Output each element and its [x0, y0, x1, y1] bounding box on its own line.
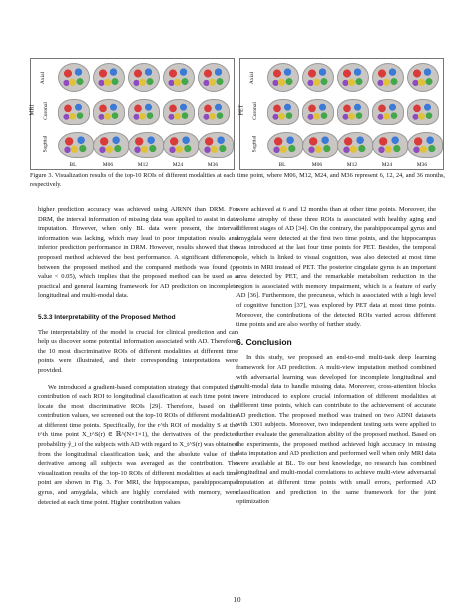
- right-column: [236, 205, 436, 507]
- paragraph: The interpretability of the model is crucial for clinical prediction and can help us discover some potential information associated with AD. Therefore, the 10 most discriminative ROIs of different modalities at different time points were illustrated, and their corresponding interpretations were provided.: [38, 328, 238, 374]
- brain-roi-image: [128, 99, 160, 125]
- brain-roi-image: [93, 99, 125, 125]
- brain-roi-image: [267, 99, 299, 125]
- brain-roi-image: [93, 132, 129, 158]
- view-label: Coronal: [42, 102, 49, 120]
- subsection-title: 5.3.3 Interpretability of the Proposed Method: [38, 313, 176, 321]
- figure-3: [30, 58, 445, 168]
- brain-roi-image: [163, 132, 199, 158]
- brain-roi-image: [93, 63, 125, 92]
- timepoint-label: M12: [137, 162, 149, 168]
- brain-roi-image: [372, 99, 404, 125]
- timepoint-label: M06: [102, 162, 114, 168]
- brain-roi-image: [128, 63, 160, 92]
- timepoint-label: M24: [172, 162, 184, 168]
- brain-roi-image: [337, 63, 369, 92]
- view-label: Coronal: [251, 102, 258, 120]
- brain-roi-image: [267, 132, 303, 158]
- page-number: 10: [233, 596, 241, 604]
- brain-roi-image: [372, 132, 408, 158]
- section-title: 6. Conclusion: [236, 336, 292, 347]
- modality-label: MRI: [29, 104, 36, 116]
- brain-roi-image: [337, 132, 373, 158]
- paragraph: We introduced a gradient-based computation strategy that computed the contribution of each ROI to longitudinal classification at each time point to locate the most discriminative ROIs [29]. Therefore, based on the contribution values, we screened out the top-10 ROIs of different modalities at different time points. Specifically, for the r^th ROI of modality S at the t^th time point X_t^S(r) ∈ ℝ^(N×1×1), the derivatives of the predicted probability ŷ_i of the subjects with AD with regard to X_t^S(r) was obtained from the longitudinal classification task, and the absolute value of the derivative among all subjects was averaged as the contribution. The visualization results of the top-10 ROIs of different modalities at each time point are shown in Fig. 3. For MRI, the hippocampus, parahippocampal gyrus, and amygdala, which are highly correlated with memory, were detected at each time point. Higher contribution values: [38, 383, 238, 506]
- modality-label: PET: [238, 104, 245, 116]
- paragraph: higher prediction accuracy was achieved using AJRNN than DRM. For DRM, the interval information of missing data was applied to assist in data imputation. However, when only BL data were present, the interval information was lacking, which may lead to poor imputation results and inferior prediction performance in DRM. However, results showed that the proposed method achieved the best performance. A significant difference between the proposed method and the compared methods was found (p-value < 0.05), which implies that the proposed method can be used as a practical and general learning framework for AD prediction on incomplete longitudinal and multi-modal data.: [38, 206, 238, 300]
- brain-roi-image: [58, 132, 94, 158]
- timepoint-label: M24: [381, 162, 393, 168]
- view-label: Axial: [249, 71, 256, 85]
- timepoint-label: BL: [278, 162, 286, 168]
- timepoint-label: M12: [346, 162, 358, 168]
- brain-roi-image: [163, 63, 195, 92]
- pet-panel: [239, 58, 444, 170]
- brain-roi-image: [302, 99, 334, 125]
- mri-panel: [30, 58, 235, 170]
- paragraph: In this study, we proposed an end-to-end multi-task deep learning framework for AD prediction. A multi-view imputation method combined with adversarial learning was developed for incomplete longitudinal and multi-modal data to handle missing data. Moreover, cross-attention blocks were introduced to explore crucial information of different modalities at different time points, which can contribute to the achievement of accurate AD prediction. The proposed method was trained on two ADNI datasets with 1301 subjects. Moreover, two independent testing sets were applied to further evaluate the generalization ability of the proposed method. Based on the experiments, the proposed method achieved high accuracy in missing data imputation and AD prediction and performed well when only MRI data were available at BL. To our best knowledge, no research has combined longitudinal and multi-modal correlations to achieve multi-view adversarial imputation at different time points with small errors, performed AD classification and prediction in the same framework for the joint optimization: [236, 354, 436, 506]
- timepoint-label: M06: [311, 162, 323, 168]
- brain-roi-image: [337, 99, 369, 125]
- brain-roi-image: [267, 63, 299, 92]
- timepoint-label: M36: [207, 162, 219, 168]
- brain-roi-image: [58, 63, 90, 92]
- brain-roi-image: [198, 63, 230, 92]
- brain-roi-image: [128, 132, 164, 158]
- brain-roi-image: [198, 132, 234, 158]
- brain-roi-image: [407, 99, 439, 125]
- timepoint-label: M36: [416, 162, 428, 168]
- left-column: [38, 205, 238, 507]
- brain-roi-image: [58, 99, 90, 125]
- brain-roi-image: [302, 132, 338, 158]
- brain-roi-image: [198, 99, 230, 125]
- paragraph: were achieved at 6 and 12 months than at other time points. Moreover, the volume atrophy of these three ROIs is associated with healthy aging and different stages of AD [34]. On the contrary, the parahippocampal gyrus and amygdala were detected at the first two time points, and the hippocampus was introduced at the last four time points for PET. Besides, the temporal pole, which is linked to visual cognition, was also detected at most time points in MRI instead of PET. The posterior cingulate gyrus is an important area detected by PET, and the remarkable metabolism reduction in the region is associated with memory impairment, which is a feature of early AD [36]. Furthermore, the precuneus, which is associated with a high level of cognitive function [37], was explored by PET data at most time points. Moreover, the contributions of the detected ROIs varied across different time points and are also worthy of further study.: [236, 206, 436, 329]
- brain-roi-image: [163, 99, 195, 125]
- brain-roi-image: [407, 132, 443, 158]
- brain-roi-image: [407, 63, 439, 92]
- timepoint-label: BL: [69, 162, 77, 168]
- figure-caption: Figure 3. Visualization results of the top-10 ROIs of different modalities at each time point, where M06, M12, M24, and M36 represent 6, 12, 24, and 36 months, respectively.: [30, 172, 445, 188]
- view-label: Axial: [40, 71, 47, 85]
- brain-roi-image: [372, 63, 404, 92]
- view-label: Sagittal: [42, 135, 49, 153]
- brain-roi-image: [302, 63, 334, 92]
- view-label: Sagittal: [251, 135, 258, 153]
